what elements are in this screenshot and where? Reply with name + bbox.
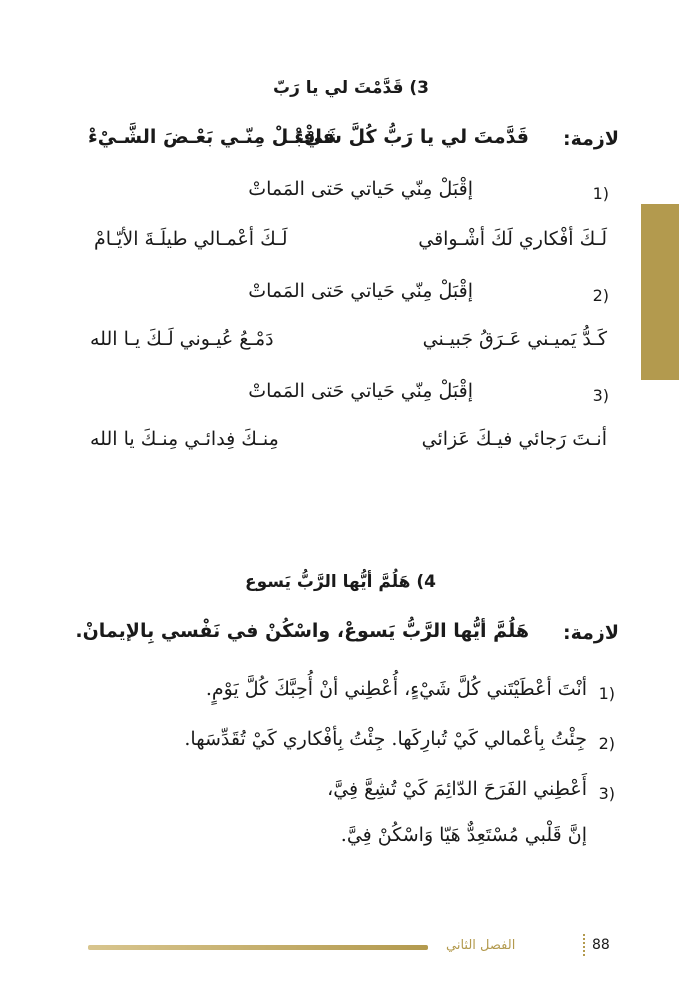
song3-title: 3) قَدَّمْتَ لي يا رَبّ <box>273 78 429 98</box>
song3-refrain-part2: فاقْبَـلْ مِنّـي بَعْـضَ الشَّـيْءْ <box>88 126 335 148</box>
footer-rule <box>88 945 428 950</box>
song4-verse-1-number: 1) <box>598 684 615 703</box>
song3-refrain-label: لازمة: <box>563 128 619 150</box>
song3-verse-3-number: 3) <box>592 386 609 405</box>
song4-verse-3-text2: إنَّ قَلْبي مُسْتَعِدٌّ هَيّا وَاسْكُنْ فِيَّ. <box>340 824 587 846</box>
page-number: 88 <box>592 937 610 953</box>
song4-verse-1-text: أنْتَ أعْطَيْتَني كُلَّ شَيْءٍ، أُعْطِني أنْ أُحِبَّكَ كُلَّ يَوْمٍ. <box>205 678 587 700</box>
song3-verse-3-line1: إقْبَلْ مِنّي حَياتي حَتى المَماتْ <box>248 380 473 402</box>
song3-verse-2-number: 2) <box>592 286 609 305</box>
footer-chapter-title: الفصل الثاني <box>446 938 516 953</box>
song4-refrain-label: لازمة: <box>563 622 619 644</box>
song4-refrain: هَلُمَّ أيُّها الرَّبُّ يَسوعْ، واسْكُنْ في نَفْسي بِالإيمانْ. <box>75 620 529 642</box>
song3-verse-1-line1: إقْبَلْ مِنّي حَياتي حَتى المَماتْ <box>248 178 473 200</box>
song4-title: 4) هَلُمَّ أيُّها الرَّبُّ يَسوع <box>245 572 436 592</box>
song4-verse-3-text: أَعْطِني الفَرَحَ الدّائِمَ كَيْ تُشِعَّ فِيَّ، <box>327 778 587 800</box>
song3-verse-2-line1: إقْبَلْ مِنّي حَياتي حَتى المَماتْ <box>248 280 473 302</box>
song3-refrain-part1: قَدَّمتَ لي يا رَبُّ كُلَّ شَيْءْ <box>294 126 529 148</box>
song3-verse-3-line2b: مِنـكَ فِدائـي مِنـكَ يا الله <box>90 428 279 450</box>
song3-verse-2-line2b: دَمْـعُ عُيـوني لَـكَ يـا الله <box>90 328 274 350</box>
song3-verse-1-line2b: لَـكَ أعْمـالي طيلَـةَ الأيّـامْ <box>94 228 288 250</box>
song3-verse-3-line2a: أنـتَ رَجائي فيـكَ عَزائي <box>421 428 607 450</box>
footer-divider <box>583 934 587 956</box>
song4-verse-2-number: 2) <box>598 734 615 753</box>
song3-verse-2-line2a: كَـدُّ يَميـني عَـرَقُ جَبيـني <box>422 328 607 350</box>
song3-verse-1-number: 1) <box>592 184 609 203</box>
chapter-tab-marker <box>641 204 679 380</box>
song3-verse-1-line2a: لَـكَ أفْكاري لَكَ أشْـواقي <box>418 228 607 250</box>
song4-verse-3-number: 3) <box>598 784 615 803</box>
song4-verse-2-text: جِئْتُ بِأعْمالي كَيْ تُبارِكَها. جِئْتُ بِأفْكاري كَيْ تُقَدِّسَها. <box>184 728 587 750</box>
